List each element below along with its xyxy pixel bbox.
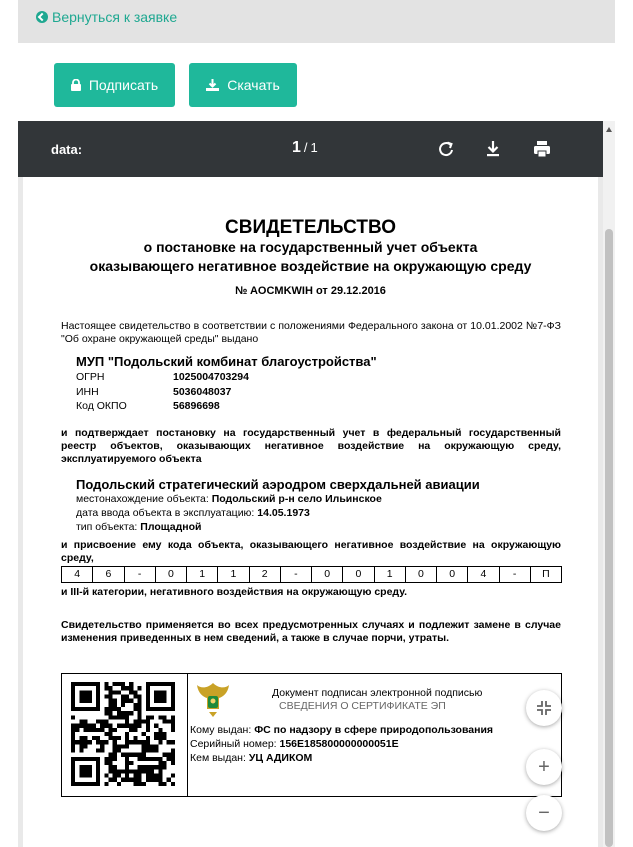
collapse-icon [536,700,552,716]
download-icon [206,79,219,92]
fit-page-button[interactable] [526,690,562,726]
code-cell: 1 [375,567,406,582]
plus-icon: + [538,755,550,778]
usage-text: Свидетельство применяется во всех предусмотренных случаях и подлежит замене в случае изменения приведенных в нем сведений, а также в случае порчи, утраты. [61,619,561,644]
confirm-text: и подтверждает постановку на государственный учет в федеральный государственный реестр объектов, оказывающих негативное воздействие на окружающую среду, эксплуатируемого объекта [61,427,561,465]
okpo-row: Код ОКПО 56896698 [76,400,220,412]
lock-icon [71,79,81,91]
code-cell: 0 [312,567,343,582]
organization-name: МУП "Подольский комбинат благоустройства" [76,354,377,369]
rotate-icon[interactable] [436,139,456,159]
minus-icon: − [538,801,550,824]
back-arrow-icon [36,11,48,23]
code-cell: - [281,567,312,582]
signature-issued-to: Кому выдан: ФС по надзору в сфере природопользования [190,724,494,736]
pdf-viewer [18,121,615,847]
object-name: Подольский стратегический аэродром сверхдальней авиации [76,477,480,492]
sign-button-label: Подписать [88,77,159,93]
code-cell: 0 [343,567,374,582]
signature-heading: Документ подписан электронной подписью [272,687,483,699]
download-button-label: Скачать [227,77,280,93]
viewer-toolbar [18,121,603,177]
code-cell: 1 [187,567,218,582]
code-cell: - [125,567,156,582]
code-cell: 0 [156,567,187,582]
page-indicator [292,139,318,157]
print-icon[interactable] [532,139,552,159]
sign-button[interactable] [54,63,175,107]
document-subtitle-1: о постановке на государственный учет объекта [143,239,478,255]
page-current: 1 [292,139,301,156]
code-cell: 0 [437,567,468,582]
qr-code [71,682,175,786]
code-cell: 2 [250,567,281,582]
object-location: местонахождение объекта: Подольский р-н село Ильинское [76,493,382,505]
signature-issuer: Кем выдан: УЦ АДИКОМ [190,752,313,764]
inn-row: ИНН 5036048037 [76,386,232,398]
page-separator: / [303,140,308,155]
document-page [23,177,598,847]
signature-serial: Серийный номер: 156E185800000000051E [190,738,399,750]
back-to-request-link[interactable] [36,9,177,25]
zoom-out-button[interactable] [526,795,562,831]
object-code [61,566,562,583]
object-type: тип объекта: Площадной [76,521,202,533]
object-commission-date: дата ввода объекта в эксплуатацию: 14.05.1973 [76,507,310,519]
zoom-in-button[interactable] [526,749,562,785]
document-number: № AOCMKWIH от 29.12.2016 [235,285,386,297]
category-text: и III-й категории, негативного воздействия на окружающую среду. [61,586,408,598]
code-cell: - [500,567,531,582]
page-total: 1 [310,140,318,155]
intro-text: Настоящее свидетельство в соответствии с положениями Федерального закона от 10.01.2002 №7-ФЗ "Об охране окружающей среды" выдано [61,320,561,345]
document-title: СВИДЕТЕЛЬСТВО [225,217,396,238]
scroll-up-icon[interactable] [606,127,612,132]
viewer-download-icon[interactable] [483,139,503,159]
code-cell: П [542,568,550,580]
viewer-title: data: [51,142,83,157]
scrollbar[interactable] [603,121,615,847]
document-subtitle-2: оказывающего негативное воздействие на окружающую среду [89,258,532,274]
code-cell: 6 [93,567,124,582]
signature-divider [187,674,188,796]
back-link-label: Вернуться к заявке [52,9,178,25]
code-cell: 1 [218,567,249,582]
signature-block [61,673,562,797]
code-cell: 0 [406,567,437,582]
code-intro: и присвоение ему кода объекта, оказывающего негативное воздействие на окружающую среду, [61,539,561,564]
download-button[interactable] [189,63,297,107]
code-cell: 4 [62,567,93,582]
eagle-emblem-icon [195,679,231,719]
signature-subheading: СВЕДЕНИЯ О СЕРТИФИКАТЕ ЭП [279,700,446,712]
code-cell: 4 [468,567,499,582]
scrollbar-thumb[interactable] [605,229,613,847]
ogrn-row: ОГРН 1025004703294 [76,371,249,383]
